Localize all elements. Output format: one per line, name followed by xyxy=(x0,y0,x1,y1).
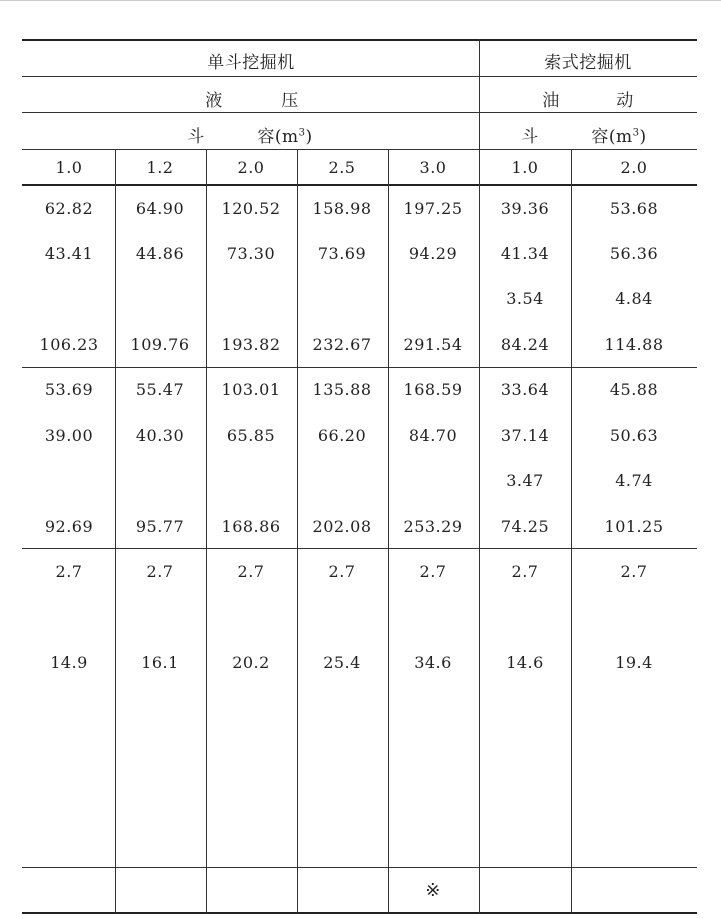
table-cell: 109.76 xyxy=(130,335,190,354)
table-cell: 193.82 xyxy=(221,335,281,354)
table-cell: 84.24 xyxy=(500,335,550,354)
main-col-divider xyxy=(479,39,480,913)
table-cell: 34.6 xyxy=(414,653,452,672)
table-cell: 50.63 xyxy=(609,426,659,445)
table-cell: 95.77 xyxy=(135,517,185,536)
size-cell: 2.0 xyxy=(620,158,648,177)
size-cell: 2.0 xyxy=(237,158,265,177)
table-cell: 232.67 xyxy=(312,335,372,354)
table-cell: 253.29 xyxy=(403,517,463,536)
header-capacity-label: 容$(m^3)$ xyxy=(257,127,313,147)
header-rule-2 xyxy=(22,112,697,113)
table-cell: 25.4 xyxy=(323,653,361,672)
table-cell: 73.69 xyxy=(317,244,367,263)
table-cell: 73.30 xyxy=(226,244,276,263)
table-cell: 16.1 xyxy=(141,653,179,672)
header-capacity-a-right: 斗 xyxy=(521,127,539,147)
col-divider-3 xyxy=(297,149,298,913)
table-cell: 101.25 xyxy=(604,517,664,536)
table-cell: 3.47 xyxy=(506,471,544,490)
table-cell: 64.90 xyxy=(135,199,185,218)
page-top-border xyxy=(0,0,721,1)
table-cell: 158.98 xyxy=(312,199,372,218)
table-cell: 103.01 xyxy=(221,380,281,399)
size-cell: 1.0 xyxy=(511,158,539,177)
table-cell: 2.7 xyxy=(511,562,539,581)
table-cell: 84.70 xyxy=(408,426,458,445)
header-capacity-a: 斗 xyxy=(187,127,205,147)
table-cell: 92.69 xyxy=(44,517,94,536)
size-cell: 3.0 xyxy=(419,158,447,177)
table-cell: 2.7 xyxy=(419,562,447,581)
table-cell: 2.7 xyxy=(55,562,83,581)
table-cell: 33.64 xyxy=(500,380,550,399)
table-cell: 39.00 xyxy=(44,426,94,445)
group-divider-1 xyxy=(22,367,697,368)
col-divider-1 xyxy=(115,149,116,913)
table-cell: 168.59 xyxy=(403,380,463,399)
header-cable: 索式挖掘机 xyxy=(544,53,632,73)
table-cell: 55.47 xyxy=(135,380,185,399)
table-cell: 114.88 xyxy=(604,335,664,354)
size-cell: 1.2 xyxy=(146,158,174,177)
table-cell: 62.82 xyxy=(44,199,94,218)
table-cell: 56.36 xyxy=(609,244,659,263)
table-cell: 65.85 xyxy=(226,426,276,445)
table-cell: 39.36 xyxy=(500,199,550,218)
table-cell: 4.84 xyxy=(615,289,653,308)
table-cell: 53.68 xyxy=(609,199,659,218)
header-bottom-rule xyxy=(22,184,697,186)
table-cell: 43.41 xyxy=(44,244,94,263)
table-cell: 3.54 xyxy=(506,289,544,308)
header-capacity-label-right: 容$(m^3)$ xyxy=(591,127,647,147)
table-cell: 168.86 xyxy=(221,517,281,536)
header-single-bucket: 单斗挖掘机 xyxy=(207,53,295,73)
table-cell: 2.7 xyxy=(146,562,174,581)
header-hydraulic-b: 压 xyxy=(281,91,299,111)
table-cell: 2.7 xyxy=(328,562,356,581)
table-bottom-rule xyxy=(22,912,697,914)
table-cell: 202.08 xyxy=(312,517,372,536)
table-cell: 20.2 xyxy=(232,653,270,672)
header-oil-b: 动 xyxy=(616,91,634,111)
table-cell: 14.6 xyxy=(506,653,544,672)
col-divider-2 xyxy=(206,149,207,913)
size-cell: 1.0 xyxy=(55,158,83,177)
table-cell: 197.25 xyxy=(403,199,463,218)
table-cell: 19.4 xyxy=(615,653,653,672)
header-rule-3 xyxy=(22,149,697,150)
table-top-rule xyxy=(22,39,697,41)
group-divider-3 xyxy=(22,867,697,868)
table-cell: 94.29 xyxy=(408,244,458,263)
table-cell: 41.34 xyxy=(500,244,550,263)
table-cell: 106.23 xyxy=(39,335,99,354)
table-cell: 291.54 xyxy=(403,335,463,354)
table-cell: 135.88 xyxy=(312,380,372,399)
header-oil-a: 油 xyxy=(542,91,560,111)
note-mark: ※ xyxy=(425,880,441,901)
table-cell: 2.7 xyxy=(620,562,648,581)
table-cell: 4.74 xyxy=(615,471,653,490)
group-divider-2 xyxy=(22,548,697,549)
col-divider-4 xyxy=(388,149,389,913)
table-cell: 14.9 xyxy=(50,653,88,672)
table-cell: 40.30 xyxy=(135,426,185,445)
table-cell: 120.52 xyxy=(221,199,281,218)
table-cell: 44.86 xyxy=(135,244,185,263)
table-cell: 74.25 xyxy=(500,517,550,536)
table-cell: 66.20 xyxy=(317,426,367,445)
table-cell: 37.14 xyxy=(500,426,550,445)
table-cell: 45.88 xyxy=(609,380,659,399)
col-divider-6 xyxy=(571,149,572,913)
header-rule-1 xyxy=(22,76,697,77)
size-cell: 2.5 xyxy=(328,158,356,177)
table-cell: 53.69 xyxy=(44,380,94,399)
header-hydraulic-a: 液 xyxy=(205,91,223,111)
table-cell: 2.7 xyxy=(237,562,265,581)
